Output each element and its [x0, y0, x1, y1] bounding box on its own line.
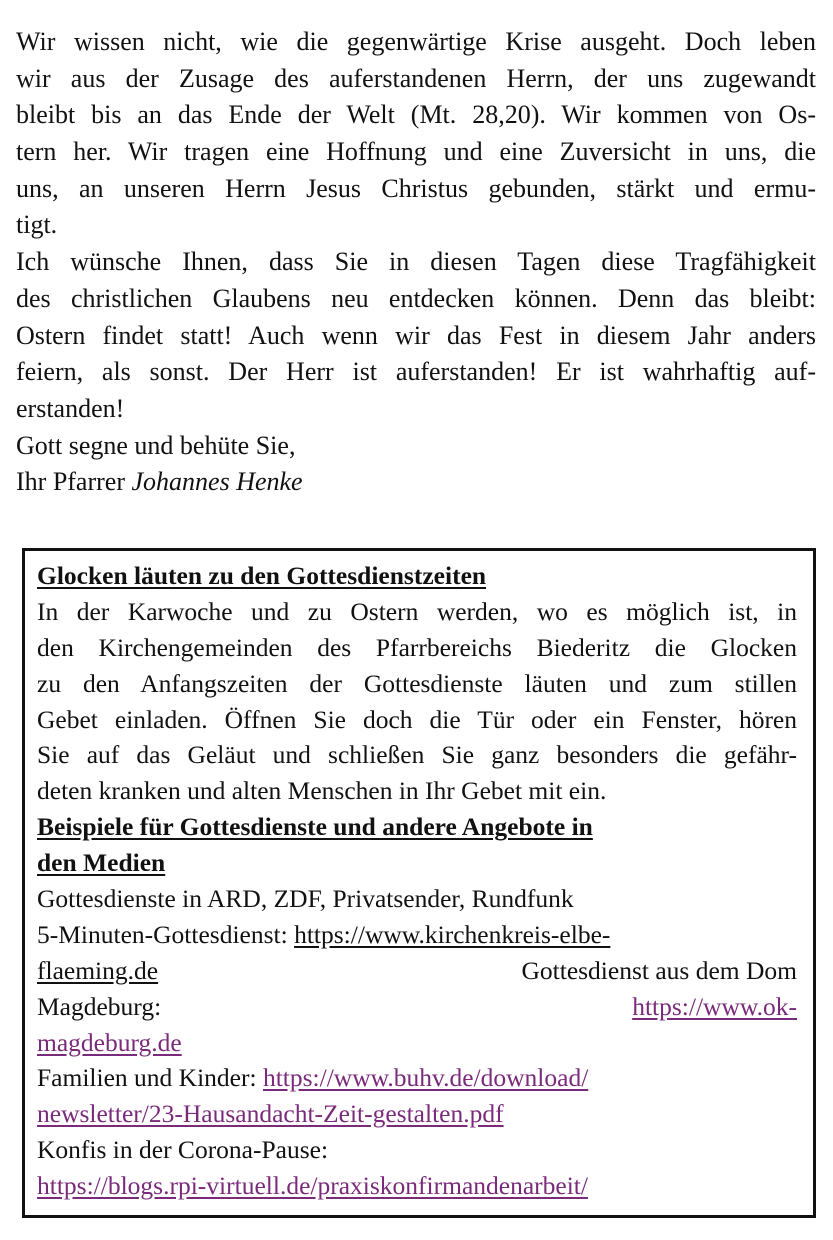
letter-line: tern her. Wir tragen eine Hoffnung und eine Zuversicht in uns, die: [16, 137, 816, 167]
letter-closing: [16, 464, 816, 501]
konfis-label: Konfis in der Corona-Pause:: [37, 1135, 329, 1165]
tv-services-line: Gottesdienste in ARD, ZDF, Privatsender, Rundfunk: [37, 884, 574, 914]
buhv-link[interactable]: https://www.buhv.de/download/: [262, 1063, 589, 1093]
kirchenkreis-link[interactable]: https://www.kirchenkreis-elbe-: [294, 919, 611, 949]
rpi-virtuell-link[interactable]: https://blogs.rpi-virtuell.de/praxiskonfirmandenarbeit/: [37, 1171, 588, 1201]
letter-line: Gott segne und behüte Sie,: [16, 430, 296, 460]
dom-link-row: [37, 1025, 797, 1061]
kirchenkreis-link-cont[interactable]: flaeming.de: [37, 955, 159, 985]
dom-service-label: Gottesdienst aus dem Dom: [521, 955, 797, 985]
family-link-row: [37, 1096, 797, 1132]
five-minute-label: 5-Minuten-Gottesdienst:: [37, 919, 288, 949]
dom-row: [37, 989, 797, 1025]
letter-line: Ich wünsche Ihnen, dass Sie in diesen Tagen diese Tragfähigkeit: [16, 247, 816, 277]
pastor-letter: [16, 24, 816, 501]
bells-line: In der Karwoche und zu Ostern werden, wo es möglich ist, in: [37, 596, 797, 626]
five-minute-cont-row: [37, 953, 797, 989]
box-heading-bells: Glocken läuten zu den Gottesdienstzeiten: [37, 561, 487, 590]
bells-line: Sie auf das Geläut und schließen Sie ganz besonders die gefähr-: [37, 740, 797, 770]
letter-line: wir aus der Zusage des auferstandenen Herrn, der uns zugewandt: [16, 63, 816, 93]
bells-line: zu den Anfangszeiten der Gottesdienste läuten und zum stillen: [37, 668, 797, 698]
family-label: Familien und Kinder:: [37, 1063, 257, 1093]
closing-prefix: Ihr Pfarrer: [16, 467, 125, 497]
buhv-link-cont[interactable]: newsletter/23-Hausandacht-Zeit-gestalten.pdf: [37, 1099, 504, 1129]
letter-line: tigt.: [16, 210, 58, 240]
ok-magdeburg-link-cont[interactable]: magdeburg.de: [37, 1027, 182, 1057]
pastor-signature: Johannes Henke: [131, 467, 303, 497]
ok-magdeburg-link[interactable]: https://www.ok-: [632, 991, 797, 1021]
konfis-link-row: [37, 1168, 797, 1204]
bells-line: deten kranken und alten Menschen in Ihr Gebet mit ein.: [37, 776, 607, 806]
family-row: [37, 1060, 797, 1096]
box-heading-media: Beispiele für Gottesdienste und andere Angebote in: [37, 812, 593, 842]
bells-line: Gebet einladen. Öffnen Sie doch die Tür oder ein Fenster, hören: [37, 704, 797, 734]
letter-line: Wir wissen nicht, wie die gegenwärtige Krise ausgeht. Doch leben: [16, 27, 816, 56]
letter-line: erstanden!: [16, 393, 125, 423]
letter-line: Ostern findet statt! Auch wenn wir das Fest in diesem Jahr anders: [16, 320, 816, 350]
five-minute-service: [37, 917, 797, 953]
dom-service-label-cont: Magdeburg:: [37, 991, 162, 1021]
letter-line: des christlichen Glaubens neu entdecken können. Denn das bleibt:: [16, 283, 816, 313]
letter-line: bleibt bis an das Ende der Welt (Mt. 28,20). Wir kommen von Os-: [16, 100, 816, 130]
letter-line: uns, an unseren Herrn Jesus Christus gebunden, stärkt und ermu-: [16, 173, 816, 203]
info-box: [22, 548, 816, 1218]
box-heading-media-cont: den Medien: [37, 848, 166, 878]
bells-line: den Kirchengemeinden des Pfarrbereichs Biederitz die Glocken: [37, 632, 797, 662]
letter-line: feiern, als sonst. Der Herr ist auferstanden! Er ist wahrhaftig auf-: [16, 357, 816, 387]
